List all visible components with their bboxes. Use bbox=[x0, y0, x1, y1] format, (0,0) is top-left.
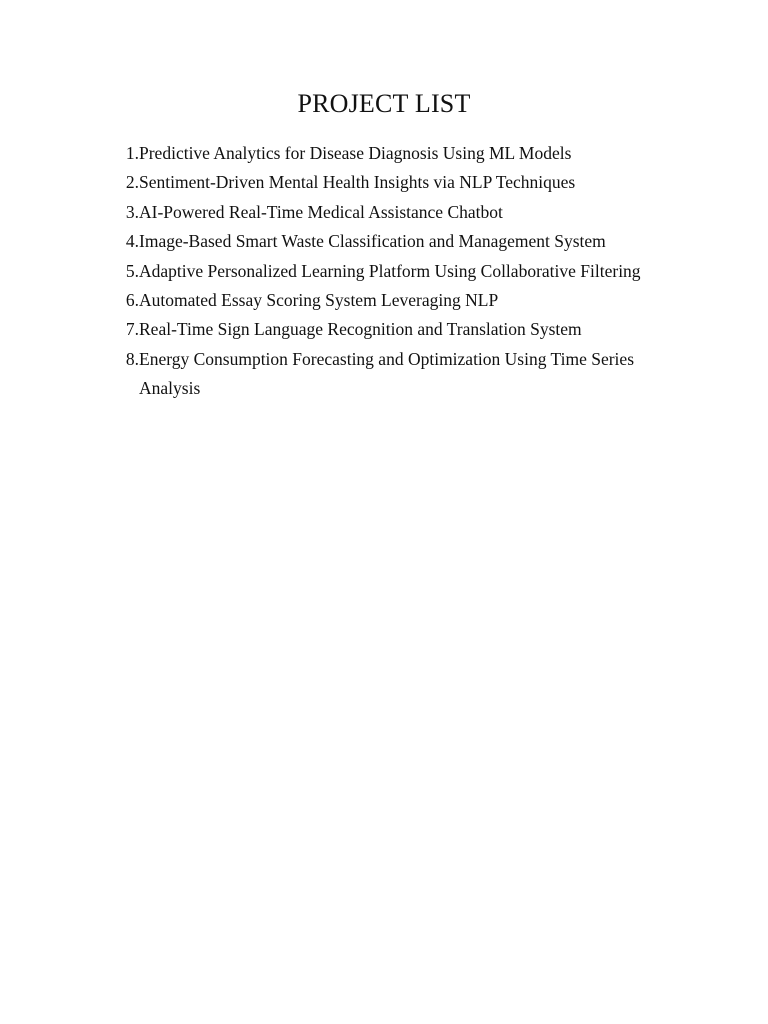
project-list bbox=[107, 139, 667, 404]
list-item-text: Predictive Analytics for Disease Diagnosis Using ML Models bbox=[139, 143, 572, 163]
list-item-text: Real-Time Sign Language Recognition and Translation System bbox=[139, 319, 582, 340]
page-title: PROJECT LIST bbox=[297, 89, 471, 118]
list-item-text: Energy Consumption Forecasting and Optimization Using Time Series Analysis bbox=[139, 348, 634, 399]
list-item bbox=[107, 257, 667, 286]
list-item bbox=[107, 227, 667, 256]
list-item-number: 6. bbox=[125, 290, 139, 311]
list-item-number: 3. bbox=[125, 201, 139, 222]
list-item-number: 7. bbox=[125, 319, 139, 340]
list-item-text: Adaptive Personalized Learning Platform Using Collaborative Filtering bbox=[139, 260, 641, 281]
list-item-number: 4. bbox=[125, 231, 139, 252]
list-item-text: AI-Powered Real-Time Medical Assistance Chatbot bbox=[139, 201, 503, 222]
list-item bbox=[107, 198, 667, 227]
list-item-number: 1. bbox=[125, 143, 139, 163]
list-item bbox=[107, 315, 667, 344]
list-item-number: 5. bbox=[125, 260, 139, 281]
list-item bbox=[107, 168, 667, 197]
list-item-text: Automated Essay Scoring System Leveraging NLP bbox=[139, 290, 499, 311]
list-item bbox=[107, 139, 667, 168]
list-item-text: Sentiment-Driven Mental Health Insights via NLP Techniques bbox=[139, 172, 576, 193]
list-item bbox=[107, 286, 667, 315]
list-item-number: 2. bbox=[125, 172, 139, 193]
list-item-number: 8. bbox=[125, 348, 139, 369]
list-item-text: Image-Based Smart Waste Classification and Management System bbox=[139, 231, 606, 252]
list-item bbox=[107, 345, 667, 404]
